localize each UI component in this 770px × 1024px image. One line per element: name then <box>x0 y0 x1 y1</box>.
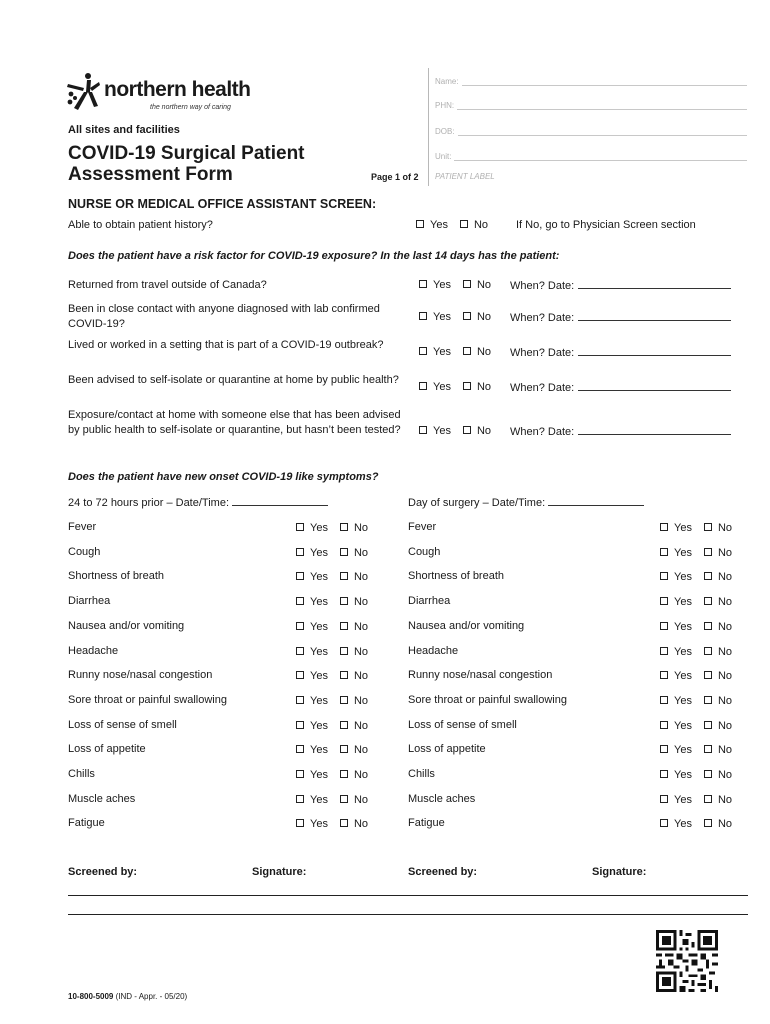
no-option[interactable]: No <box>704 794 732 806</box>
surgery-symptom-yes-no <box>660 769 732 781</box>
surgery-symptom-yes-no <box>660 596 732 608</box>
checkbox[interactable] <box>419 347 427 355</box>
form-title <box>68 143 305 185</box>
surgery-symptom-yes-no <box>660 794 732 806</box>
checkbox[interactable] <box>704 745 712 753</box>
yes-option[interactable]: Yes <box>296 646 328 658</box>
checkbox[interactable] <box>704 597 712 605</box>
surgery-symptom-yes-no <box>660 818 732 830</box>
yes-option[interactable]: Yes <box>296 818 328 830</box>
no-option[interactable]: No <box>340 571 368 583</box>
prior-datetime-field[interactable]: 24 to 72 hours prior – Date/Time: <box>68 496 328 509</box>
prior-symptom-yes-no <box>296 818 368 830</box>
checkbox[interactable] <box>296 622 304 630</box>
no-option[interactable]: No <box>340 646 368 658</box>
surgery-datetime-field[interactable]: Day of surgery – Date/Time: <box>408 496 644 509</box>
no-option[interactable]: No <box>463 311 491 323</box>
surgery-symptom-label: Muscle aches <box>408 793 476 805</box>
prior-symptom-label: Loss of appetite <box>68 743 146 755</box>
risk-household-date[interactable]: When? Date: <box>510 425 731 438</box>
screened-by-right: Screened by: <box>408 866 478 878</box>
yes-option[interactable]: Yes <box>660 818 692 830</box>
checkbox[interactable] <box>296 671 304 679</box>
checkbox[interactable] <box>296 548 304 556</box>
checkbox[interactable] <box>416 220 424 228</box>
prior-symptom-label: Chills <box>68 768 95 780</box>
page-number: Page 1 of 2 <box>371 172 419 182</box>
checkbox[interactable] <box>463 312 471 320</box>
risk-isolate-date[interactable]: When? Date: <box>510 381 731 394</box>
checkbox[interactable] <box>419 312 427 320</box>
yes-option[interactable]: Yes <box>296 571 328 583</box>
no-option[interactable]: No <box>704 818 732 830</box>
checkbox[interactable] <box>704 721 712 729</box>
signature-right: Signature: <box>592 866 647 878</box>
patient-unit-field[interactable]: Unit: <box>435 147 747 161</box>
checkbox[interactable] <box>463 382 471 390</box>
surgery-symptom-label: Chills <box>408 768 435 780</box>
patient-dob-field[interactable]: DOB: <box>435 122 747 136</box>
prior-symptom-yes-no <box>296 547 368 559</box>
prior-symptom-label: Fever <box>68 521 97 533</box>
yes-option[interactable]: Yes <box>296 621 328 633</box>
history-question: Able to obtain patient history? <box>68 219 213 231</box>
history-yes-no <box>416 219 488 231</box>
no-option[interactable]: No <box>340 720 368 732</box>
no-option[interactable]: No <box>704 744 732 756</box>
prior-symptom-label: Shortness of breath <box>68 570 165 582</box>
prior-symptom-label: Cough <box>68 546 101 558</box>
patient-label-caption: PATIENT LABEL <box>435 172 495 181</box>
yes-option[interactable]: Yes <box>296 596 328 608</box>
no-option[interactable]: No <box>340 769 368 781</box>
checkbox[interactable] <box>463 347 471 355</box>
checkbox[interactable] <box>704 548 712 556</box>
history-yes-option[interactable]: Yes <box>416 219 448 231</box>
surgery-symptom-label: Fatigue <box>408 817 445 829</box>
prior-symptom-yes-no <box>296 522 368 534</box>
checkbox[interactable] <box>704 795 712 803</box>
checkbox[interactable] <box>660 572 668 580</box>
checkbox[interactable] <box>660 548 668 556</box>
checkbox[interactable] <box>463 426 471 434</box>
screened-by-left: Screened by: <box>68 866 138 878</box>
screen-heading: NURSE OR MEDICAL OFFICE ASSISTANT SCREEN: <box>68 197 377 211</box>
checkbox[interactable] <box>704 770 712 778</box>
no-option[interactable]: No <box>340 818 368 830</box>
surgery-symptom-label: Sore throat or painful swallowing <box>408 694 567 706</box>
history-note: If No, go to Physician Screen section <box>516 219 696 231</box>
no-option[interactable]: No <box>704 769 732 781</box>
prior-symptom-label: Headache <box>68 645 119 657</box>
no-option[interactable]: No <box>463 279 491 291</box>
surgery-symptom-yes-no <box>660 720 732 732</box>
checkbox[interactable] <box>296 745 304 753</box>
logo-tagline: the northern way of caring <box>150 104 231 111</box>
prior-symptom-yes-no <box>296 720 368 732</box>
checkbox[interactable] <box>660 647 668 655</box>
risk-item-travel: Returned from travel outside of Canada? <box>68 279 267 291</box>
yes-option[interactable]: Yes <box>296 547 328 559</box>
risk-item-contact: Been in close contact with anyone diagnosed with lab confirmed COVID-19? <box>68 303 380 330</box>
prior-symptom-label: Sore throat or painful swallowing <box>68 694 227 706</box>
surgery-symptom-yes-no <box>660 522 732 534</box>
prior-symptom-yes-no <box>296 596 368 608</box>
prior-symptom-yes-no <box>296 769 368 781</box>
yes-option[interactable]: Yes <box>296 794 328 806</box>
signature-left: Signature: <box>252 866 307 878</box>
checkbox[interactable] <box>660 770 668 778</box>
checkbox[interactable] <box>296 597 304 605</box>
prior-symptom-yes-no <box>296 621 368 633</box>
no-option[interactable]: No <box>704 670 732 682</box>
checkbox[interactable] <box>660 819 668 827</box>
checkbox[interactable] <box>704 622 712 630</box>
checkbox[interactable] <box>340 795 348 803</box>
prior-symptom-yes-no <box>296 646 368 658</box>
yes-option[interactable]: Yes <box>660 794 692 806</box>
yes-option[interactable]: Yes <box>296 720 328 732</box>
prior-symptom-label: Runny nose/nasal congestion <box>68 669 213 681</box>
logo-wordmark: northern health <box>104 78 251 101</box>
no-option[interactable]: No <box>704 720 732 732</box>
no-option[interactable]: No <box>340 695 368 707</box>
no-option[interactable]: No <box>340 522 368 534</box>
yes-option[interactable]: Yes <box>660 769 692 781</box>
yes-option[interactable]: Yes <box>419 279 451 291</box>
prior-symptom-yes-no <box>296 670 368 682</box>
checkbox[interactable] <box>340 770 348 778</box>
form-title-line-2: Assessment Form <box>68 164 233 185</box>
no-option[interactable]: No <box>704 547 732 559</box>
checkbox[interactable] <box>704 671 712 679</box>
yes-option[interactable]: Yes <box>660 646 692 658</box>
no-option[interactable]: No <box>340 596 368 608</box>
no-option[interactable]: No <box>463 346 491 358</box>
signature-line[interactable] <box>68 895 748 896</box>
checkbox[interactable] <box>660 597 668 605</box>
yes-option[interactable]: Yes <box>419 381 451 393</box>
no-option[interactable]: No <box>340 670 368 682</box>
yes-option[interactable]: Yes <box>660 571 692 583</box>
checkbox[interactable] <box>340 548 348 556</box>
no-option[interactable]: No <box>704 596 732 608</box>
checkbox[interactable] <box>340 721 348 729</box>
no-option[interactable]: No <box>340 744 368 756</box>
surgery-symptom-label: Runny nose/nasal congestion <box>408 669 553 681</box>
checkbox[interactable] <box>419 382 427 390</box>
checkbox[interactable] <box>660 721 668 729</box>
yes-option[interactable]: Yes <box>660 670 692 682</box>
yes-option[interactable]: Yes <box>296 695 328 707</box>
no-option[interactable]: No <box>340 794 368 806</box>
yes-option[interactable]: Yes <box>660 596 692 608</box>
prior-symptom-yes-no <box>296 695 368 707</box>
checkbox[interactable] <box>340 597 348 605</box>
surgery-symptom-yes-no <box>660 571 732 583</box>
checkbox[interactable] <box>340 523 348 531</box>
checkbox[interactable] <box>296 523 304 531</box>
surgery-symptom-label: Fever <box>408 521 437 533</box>
yes-option[interactable]: Yes <box>660 720 692 732</box>
yes-option[interactable]: Yes <box>660 621 692 633</box>
history-no-option[interactable]: No <box>460 219 488 231</box>
no-option[interactable]: No <box>704 522 732 534</box>
prior-symptom-label: Nausea and/or vomiting <box>68 620 185 632</box>
risk-contact-date[interactable]: When? Date: <box>510 311 731 324</box>
checkbox[interactable] <box>460 220 468 228</box>
checkbox[interactable] <box>419 426 427 434</box>
surgery-symptom-label: Cough <box>408 546 441 558</box>
northern-health-logo <box>66 70 266 120</box>
checkbox[interactable] <box>419 280 427 288</box>
surgery-symptom-yes-no <box>660 547 732 559</box>
no-option[interactable]: No <box>704 646 732 658</box>
surgery-symptom-yes-no <box>660 670 732 682</box>
risk-item-outbreak: Lived or worked in a setting that is part of a COVID-19 outbreak? <box>68 339 384 351</box>
yes-option[interactable]: Yes <box>296 522 328 534</box>
checkbox[interactable] <box>296 696 304 704</box>
prior-symptom-label: Diarrhea <box>68 595 111 607</box>
checkbox[interactable] <box>704 572 712 580</box>
checkbox[interactable] <box>660 622 668 630</box>
checkbox[interactable] <box>340 671 348 679</box>
yes-option[interactable]: Yes <box>419 425 451 437</box>
qr-code <box>656 930 718 992</box>
checkbox[interactable] <box>340 622 348 630</box>
risk-contact-yes-no <box>419 311 491 323</box>
risk-item-household: Exposure/contact at home with someone else that has been advised by public health to self-isolate or quarantine, but hasn’t been tested? <box>68 409 401 436</box>
risk-household-yes-no <box>419 425 491 437</box>
checkbox[interactable] <box>296 819 304 827</box>
no-option[interactable]: No <box>704 571 732 583</box>
surgery-symptom-label: Headache <box>408 645 459 657</box>
patient-phn-field[interactable]: PHN: <box>435 96 747 110</box>
risk-travel-date[interactable]: When? Date: <box>510 279 731 292</box>
form-number: 10-800-5009 (IND - Appr. - 05/20) <box>68 992 188 1001</box>
prior-symptom-label: Fatigue <box>68 817 105 829</box>
checkbox[interactable] <box>704 819 712 827</box>
checkbox[interactable] <box>296 647 304 655</box>
yes-option[interactable]: Yes <box>660 547 692 559</box>
risk-isolate-yes-no <box>419 381 491 393</box>
surgery-symptom-label: Loss of appetite <box>408 743 486 755</box>
surgery-symptom-label: Nausea and/or vomiting <box>408 620 525 632</box>
symptoms-question: Does the patient have new onset COVID-19 like symptoms? <box>68 471 379 483</box>
risk-outbreak-date[interactable]: When? Date: <box>510 346 731 359</box>
checkbox[interactable] <box>660 795 668 803</box>
prior-symptom-yes-no <box>296 744 368 756</box>
no-option[interactable]: No <box>463 425 491 437</box>
prior-symptom-yes-no <box>296 571 368 583</box>
checkbox[interactable] <box>660 671 668 679</box>
surgery-symptom-yes-no <box>660 744 732 756</box>
yes-option[interactable]: Yes <box>660 695 692 707</box>
no-option[interactable]: No <box>463 381 491 393</box>
checkbox[interactable] <box>660 745 668 753</box>
checkbox[interactable] <box>296 572 304 580</box>
checkbox[interactable] <box>340 819 348 827</box>
sites-label: All sites and facilities <box>68 124 180 136</box>
checkbox[interactable] <box>296 770 304 778</box>
risk-item-self-isolate: Been advised to self-isolate or quarantine at home by public health? <box>68 374 399 386</box>
risk-travel-yes-no <box>419 279 491 291</box>
checkbox[interactable] <box>340 745 348 753</box>
checkbox[interactable] <box>704 696 712 704</box>
prior-symptom-label: Loss of sense of smell <box>68 719 177 731</box>
prior-symptom-label: Muscle aches <box>68 793 136 805</box>
checkbox[interactable] <box>296 795 304 803</box>
yes-option[interactable]: Yes <box>296 744 328 756</box>
risk-outbreak-yes-no <box>419 346 491 358</box>
no-option[interactable]: No <box>704 621 732 633</box>
no-option[interactable]: No <box>340 621 368 633</box>
yes-option[interactable]: Yes <box>419 311 451 323</box>
checkbox[interactable] <box>340 647 348 655</box>
checkbox[interactable] <box>704 523 712 531</box>
surgery-symptom-label: Loss of sense of smell <box>408 719 517 731</box>
checkbox[interactable] <box>704 647 712 655</box>
surgery-symptom-label: Diarrhea <box>408 595 451 607</box>
patient-label-box <box>428 68 748 186</box>
patient-name-field[interactable]: Name: <box>435 72 747 86</box>
northern-health-logo-icon <box>66 70 100 112</box>
surgery-symptom-yes-no <box>660 695 732 707</box>
yes-option[interactable]: Yes <box>296 670 328 682</box>
checkbox[interactable] <box>340 572 348 580</box>
yes-option[interactable]: Yes <box>296 769 328 781</box>
prior-symptom-yes-no <box>296 794 368 806</box>
checkbox[interactable] <box>660 523 668 531</box>
no-option[interactable]: No <box>340 547 368 559</box>
surgery-symptom-label: Shortness of breath <box>408 570 505 582</box>
yes-option[interactable]: Yes <box>419 346 451 358</box>
checkbox[interactable] <box>660 696 668 704</box>
checkbox[interactable] <box>340 696 348 704</box>
risk-question: Does the patient have a risk factor for COVID-19 exposure? In the last 14 days has the patient: <box>68 250 560 262</box>
surgery-symptom-yes-no <box>660 646 732 658</box>
divider-line <box>68 914 748 915</box>
no-option[interactable]: No <box>704 695 732 707</box>
form-title-line-1: COVID-19 Surgical Patient <box>68 143 305 164</box>
yes-option[interactable]: Yes <box>660 522 692 534</box>
checkbox[interactable] <box>463 280 471 288</box>
yes-option[interactable]: Yes <box>660 744 692 756</box>
surgery-symptom-yes-no <box>660 621 732 633</box>
checkbox[interactable] <box>296 721 304 729</box>
